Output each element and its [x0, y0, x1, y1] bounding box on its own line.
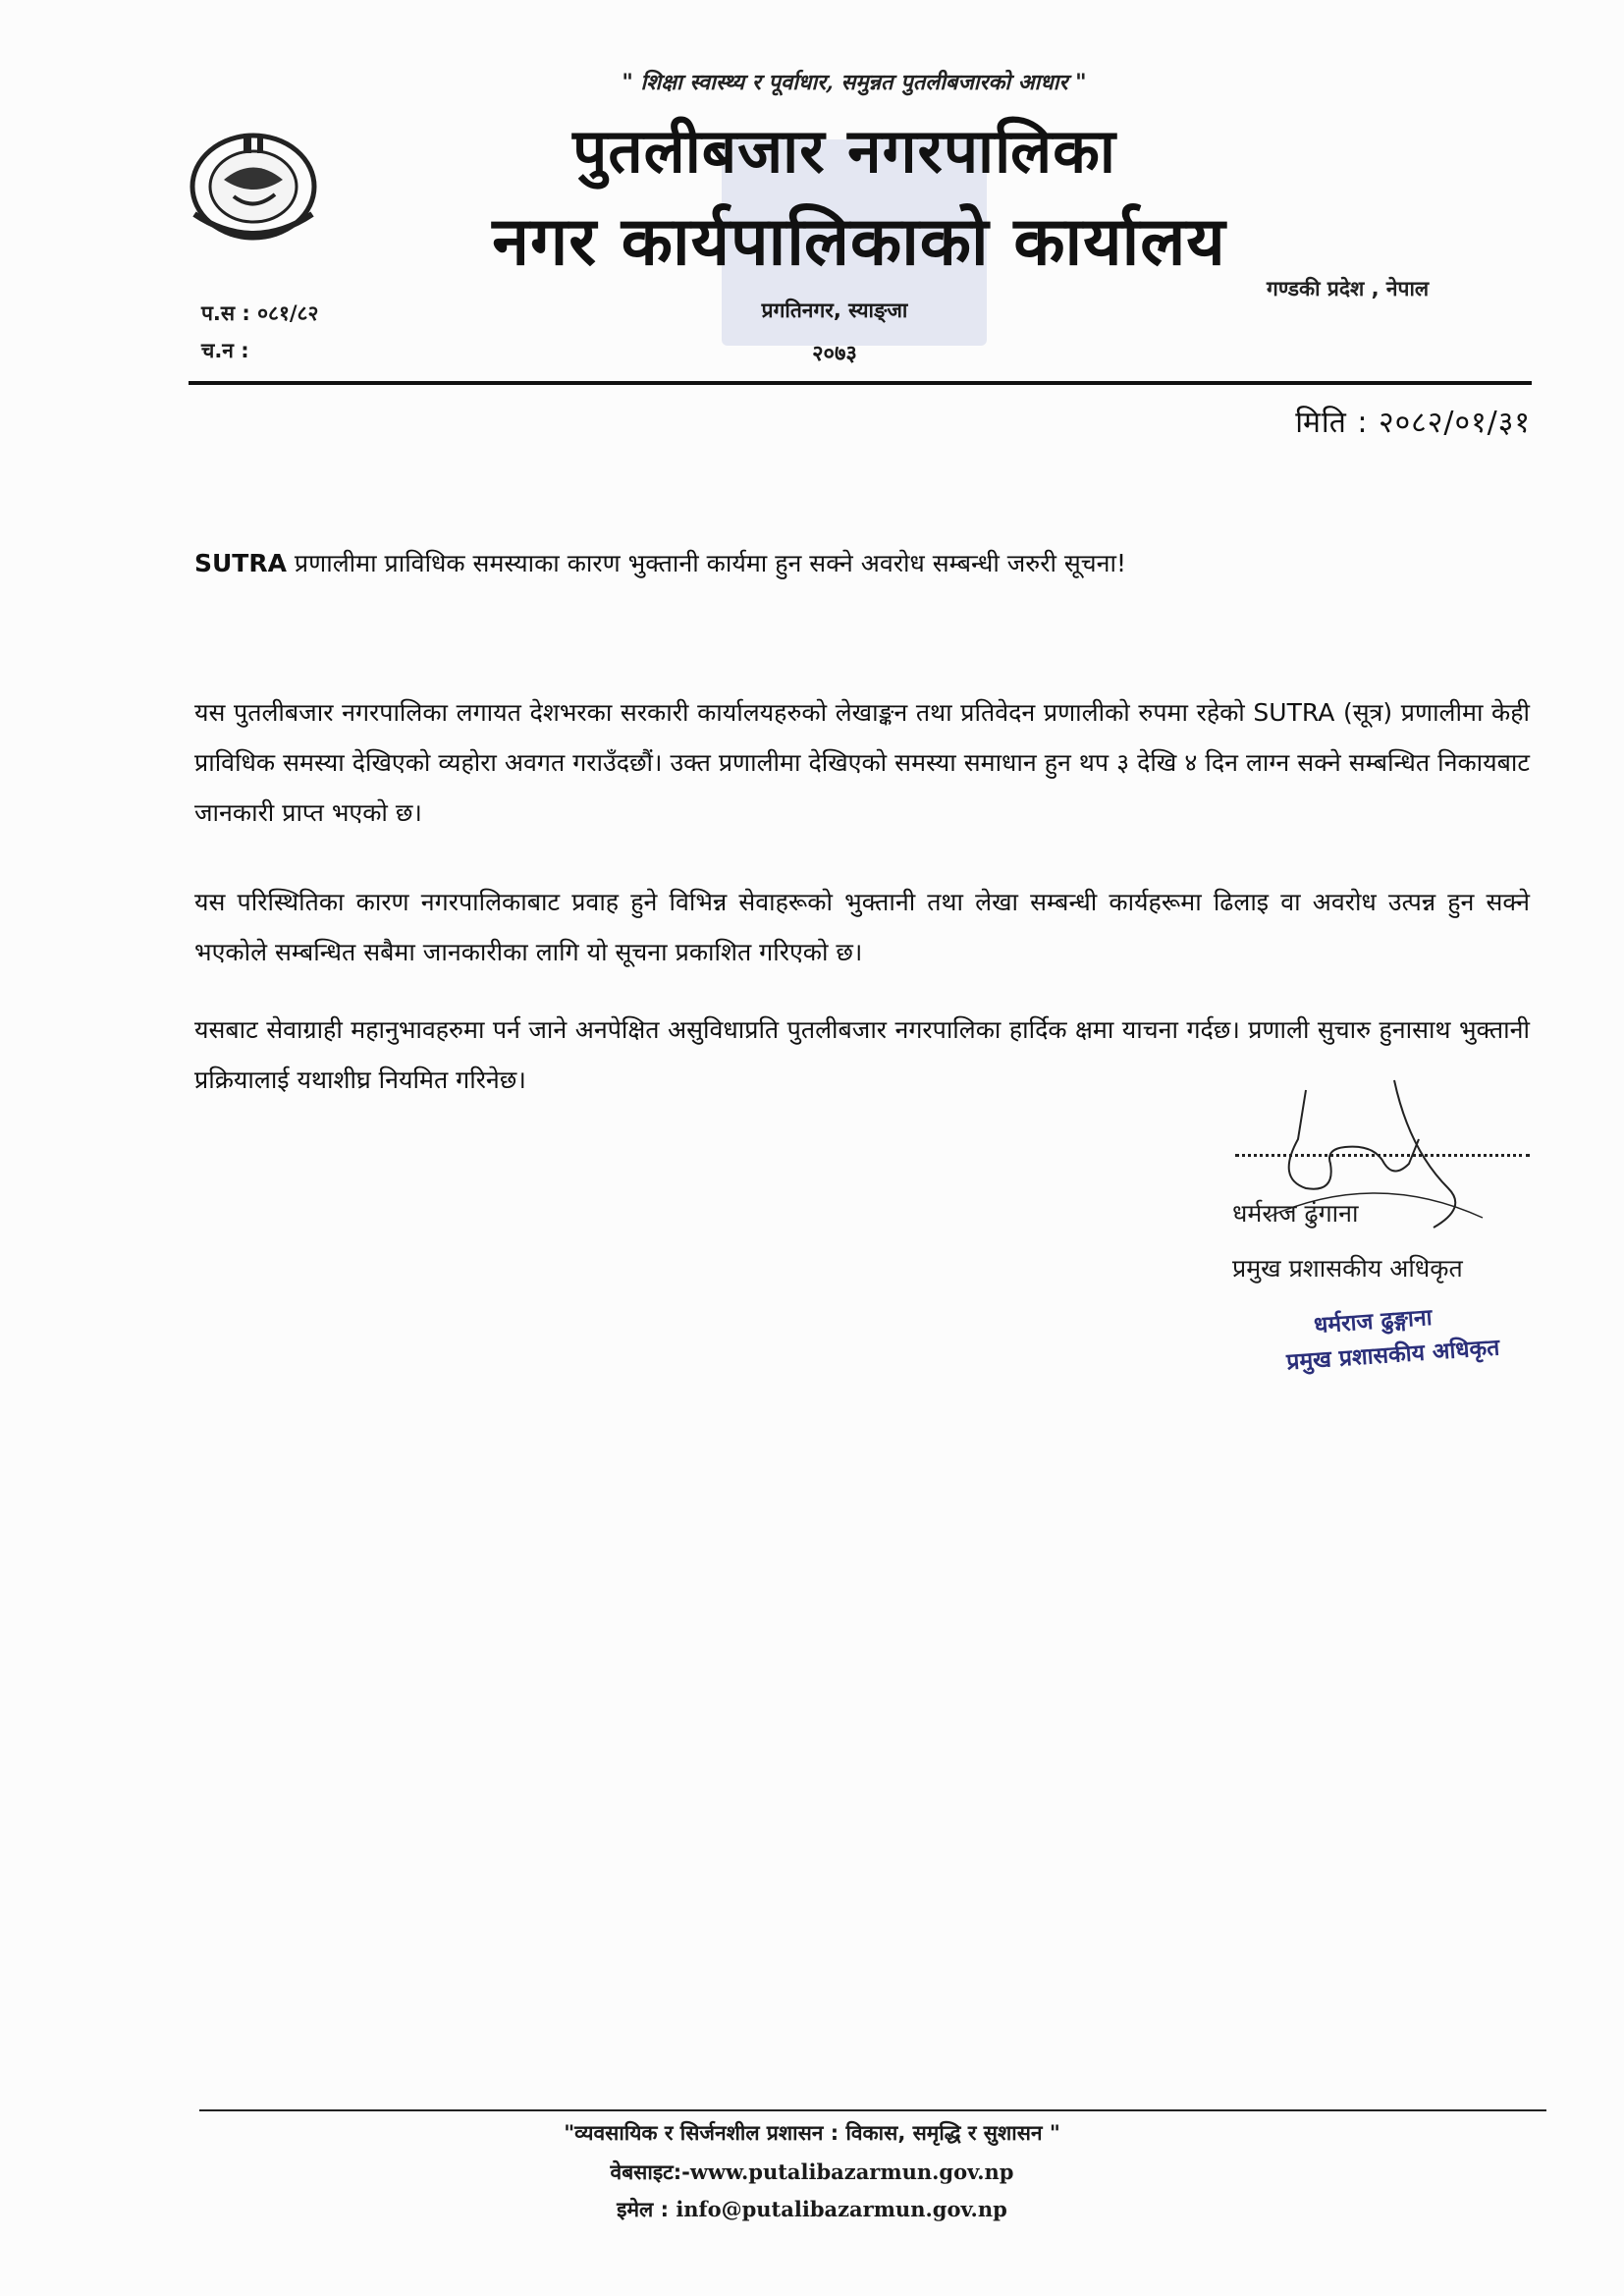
paragraph-3: यसबाट सेवाग्राही महानुभावहरुमा पर्न जाने अनपेक्षित असुविधाप्रति पुतलीबजार नगरपालिका हार्दिक क्षमा याचना गर्दछ। प्रणाली सुचारु हुनासाथ भुक्तानी प्रक्रियालाई यथाशीघ्र नियमित गरिनेछ। [194, 1015, 1530, 1094]
municipality-title: पुतलीबजार नगरपालिका [572, 115, 1116, 187]
paragraph-1: यस पुतलीबजार नगरपालिका लगायत देशभरका सरकारी कार्यालयहरुको लेखाङ्कन तथा प्रतिवेदन प्रणालीको रुपमा रहेको SUTRA (सूत्र) प्रणालीमा केही प्राविधिक समस्या देखिएको व्यहोरा अवगत गराउँदछौं। उक्त प्रणालीमा देखिएको समस्या समाधान हुन थप ३ देखि ४ दिन लाग्न सक्ने सम्बन्धित निकायबाट जानकारी प्राप्त भएको छ। [194, 698, 1530, 827]
office-title: नगर कार्यपालिकाको कार्यालय [492, 203, 1226, 281]
dispatch-number: च.न : [201, 339, 249, 362]
province-label: गण्डकी प्रदेश , नेपाल [1267, 277, 1430, 301]
nepal-emblem-icon [185, 126, 322, 248]
footer-motto: "व्यवसायिक र सिर्जनशील प्रशासन : विकास, समृद्धि र सुशासन " [564, 2121, 1060, 2145]
header-divider [189, 381, 1532, 385]
footer-divider [199, 2109, 1546, 2111]
established-year: २०७३ [812, 342, 857, 366]
website-label: वेबसाइट:- [610, 2160, 690, 2184]
signature-line [1235, 1144, 1530, 1157]
office-place: प्रगतिनगर, स्याङ्जा [761, 299, 908, 322]
signatory-name: धर्मराज ढुंगाना [1232, 1199, 1359, 1228]
document-date: मिति : २०८२/०१/३१ [1295, 406, 1531, 440]
seal-name: धर्मराज ढुङ्गाना [1313, 1304, 1434, 1339]
email-label: इमेल : [617, 2198, 677, 2221]
notice-subject [194, 546, 1471, 579]
reference-number: प.स : ०८१/८२ [201, 301, 319, 325]
subject-text: प्रणालीमा प्राविधिक समस्याका कारण भुक्तानी कार्यमा हुन सक्ने अवरोध सम्बन्धी जरुरी सूचना! [286, 549, 1127, 577]
email-link[interactable]: info@putalibazarmun.gov.np [676, 2197, 1007, 2221]
signatory-title: प्रमुख प्रशासकीय अधिकृत [1232, 1254, 1463, 1283]
footer-email [0, 2196, 1624, 2223]
seal-title: प्रमुख प्रशासकीय अधिकृत [1285, 1335, 1501, 1376]
footer-website [0, 2159, 1624, 2186]
website-link[interactable]: www.putalibazarmun.gov.np [689, 2159, 1014, 2184]
header-motto: " शिक्षा स्वास्थ्य र पूर्वाधार, समुन्नत पुतलीबजारको आधार " [622, 70, 1087, 95]
subject-prefix: SUTRA [194, 549, 287, 577]
paragraph-2: यस परिस्थितिका कारण नगरपालिकाबाट प्रवाह हुने विभिन्न सेवाहरूको भुक्तानी तथा लेखा सम्बन्धी कार्यहरूमा ढिलाइ वा अवरोध उत्पन्न हुन सक्ने भएकोले सम्बन्धित सबैमा जानकारीका लागि यो सूचना प्रकाशित गरिएको छ। [194, 888, 1530, 966]
